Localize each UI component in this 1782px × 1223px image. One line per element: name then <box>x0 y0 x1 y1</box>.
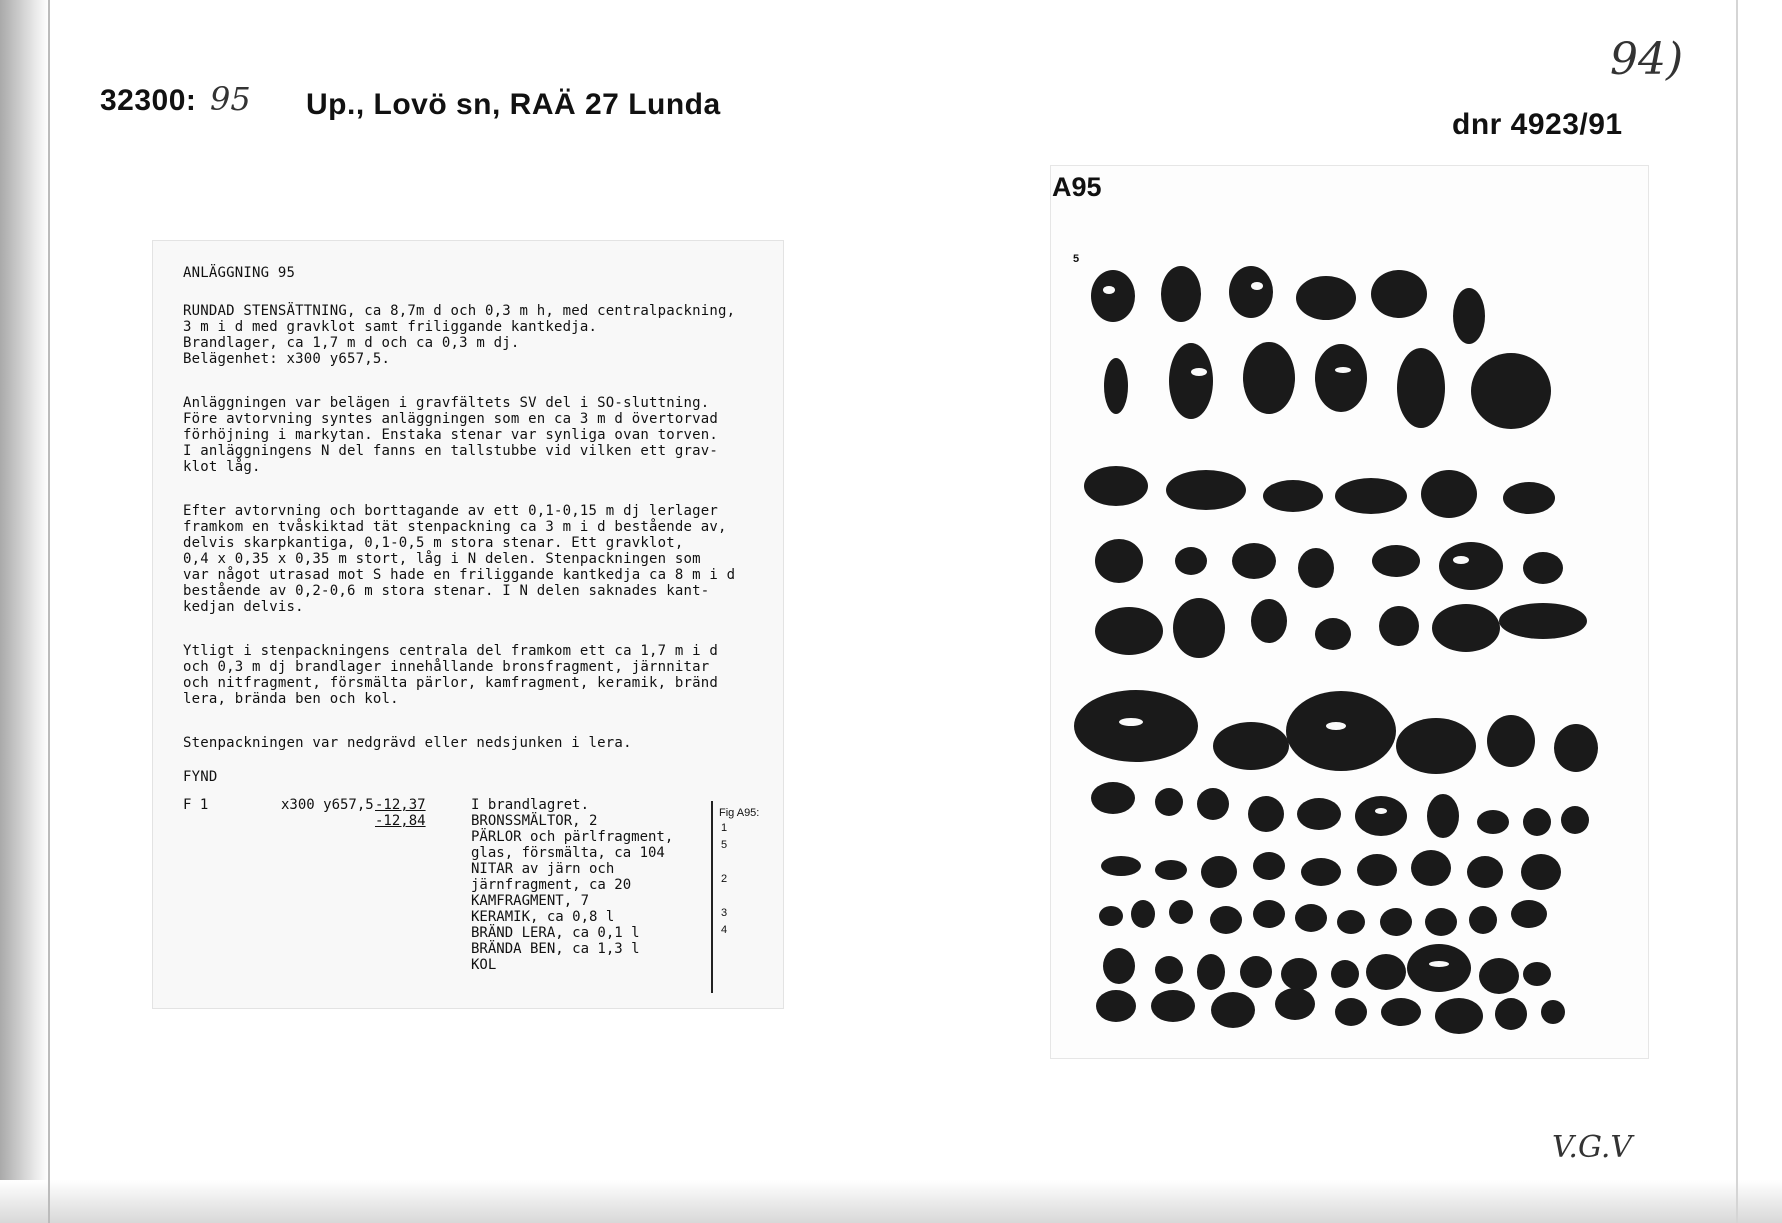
find-record-card <box>152 240 784 1009</box>
desc-line: RUNDAD STENSÄTTNING, ca 8,7m d och 0,3 m h, med centralpackning, <box>183 303 736 319</box>
site-location: Up., Lovö sn, RAÄ 27 Lunda <box>306 88 721 121</box>
desc-line: Brandlager, ca 1,7 m d och ca 0,3 m dj. <box>183 335 520 351</box>
registration-number: dnr 4923/91 <box>1452 108 1623 141</box>
paragraph-3 <box>183 643 718 707</box>
text-line: och nitfragment, försmälta pärlor, kamfragment, keramik, bränd <box>183 675 718 691</box>
text-line: var något utrasad mot S hade en friliggande kantkedja ca 8 m i d <box>183 567 736 583</box>
text-line: Ytligt i stenpackningens centrala del framkom ett ca 1,7 m i d <box>183 643 718 659</box>
finds-heading: FYND <box>183 769 218 785</box>
sheet-left-border <box>48 0 50 1223</box>
figure-references: 1 5 2 3 4 <box>721 822 728 936</box>
artifact-photo <box>1050 165 1649 1059</box>
photo-small-number: 5 <box>1073 253 1080 265</box>
text-line: 0,4 x 0,35 x 0,35 m stort, låg i N delen. Stenpackningen som <box>183 551 701 567</box>
catalog-handwritten-number: 95 <box>210 80 251 118</box>
sheet-right-border <box>1736 0 1738 1223</box>
text-line: kedjan delvis. <box>183 599 304 615</box>
catalog-number: 32300: <box>100 84 197 117</box>
text-line: delvis skarpkantiga, 0,1-0,5 m stora stenar. Ett gravklot, <box>183 535 684 551</box>
find-depth: -12,37 -12,84 <box>375 797 426 829</box>
handwritten-page-number: 94) <box>1610 34 1684 85</box>
paragraph-2 <box>183 503 735 615</box>
paragraph-1 <box>183 395 718 475</box>
text-line: klot låg. <box>183 459 261 475</box>
card-description <box>183 303 735 367</box>
artifact-silhouettes <box>1051 166 1648 1058</box>
find-coordinates: x300 y657,5 <box>281 797 374 813</box>
desc-line: Belägenhet: x300 y657,5. <box>183 351 391 367</box>
scan-bottom-shadow <box>0 1180 1782 1223</box>
text-line: I anläggningens N del fanns en tallstubbe vid vilken ett grav- <box>183 443 718 459</box>
card-title: ANLÄGGNING 95 <box>183 265 296 281</box>
scan-edge-shadow <box>0 0 48 1223</box>
desc-line: 3 m i d med gravklot samt friliggande kantkedja. <box>183 319 598 335</box>
find-id: F 1 <box>183 797 209 813</box>
handwritten-signature: V.G.V <box>1552 1130 1633 1165</box>
text-line: förhöjning i markytan. Enstaka stenar var synliga ovan torven. <box>183 427 718 443</box>
text-line: Anläggningen var belägen i gravfältets SV del i SO-sluttning. <box>183 395 710 411</box>
paragraph-4: Stenpackningen var nedgrävd eller nedsjunken i lera. <box>183 735 632 751</box>
text-line: Efter avtorvning och borttagande av ett 0,1-0,15 m dj lerlager <box>183 503 718 519</box>
text-line: Före avtorvning syntes anläggningen som en ca 3 m d övertorvad <box>183 411 718 427</box>
text-line: framkom en tvåskiktad tät stenpackning ca 3 m i d bestående av, <box>183 519 727 535</box>
text-line: och 0,3 m dj brandlager innehållande bronsfragment, järnnitar <box>183 659 710 675</box>
photo-label: A95 <box>1052 172 1102 202</box>
text-line: lera, brända ben och kol. <box>183 691 399 707</box>
text-line: bestående av 0,2-0,6 m stora stenar. I N delen saknades kant- <box>183 583 710 599</box>
figure-column-divider <box>711 801 713 993</box>
figure-title: Fig A95: <box>719 807 760 819</box>
find-items: I brandlagret. BRONSSMÄLTOR, 2 PÄRLOR och pärlfragment, glas, försmälta, ca 104 NITAR av järn och järnfragment, ca 20 KAMFRAGMENT, 7 KERAMIK, ca 0,8 l BRÄND LERA, ca 0,1 l BRÄNDA BEN, ca 1,3 l KOL <box>471 797 674 973</box>
